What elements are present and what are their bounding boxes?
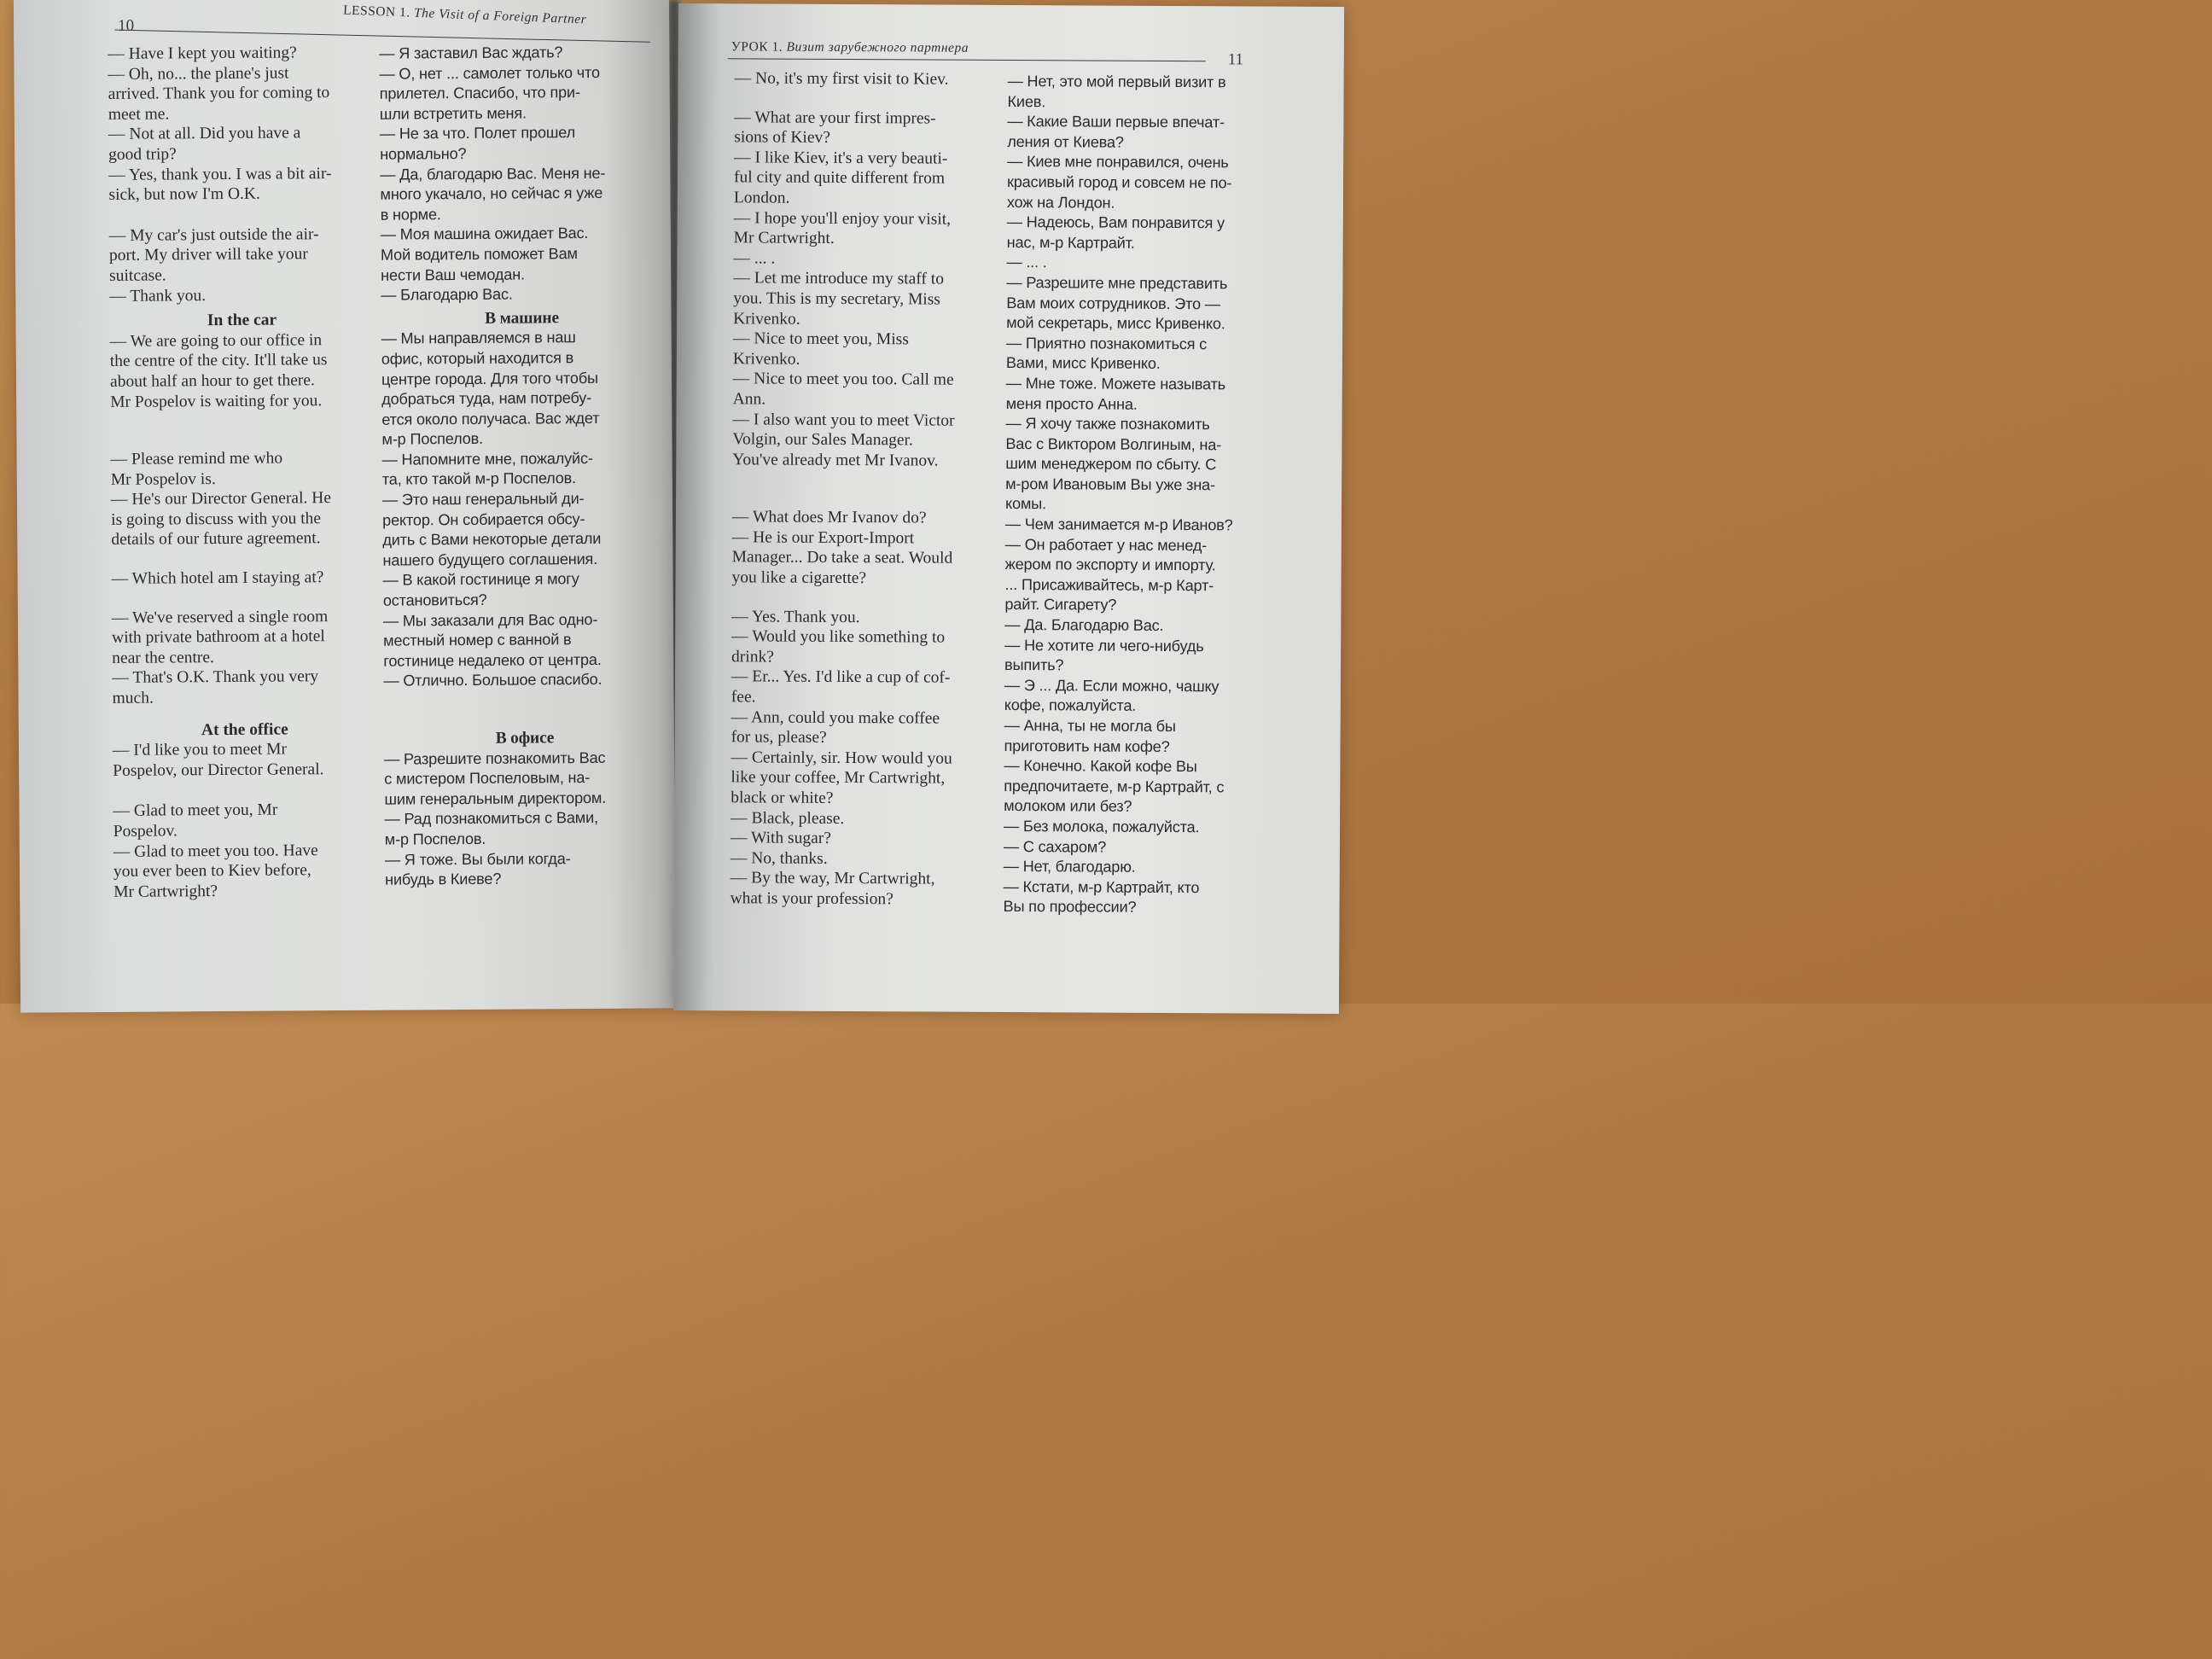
text-line: — О, нет ... самолет только что [379, 63, 600, 83]
page-number: 10 [118, 16, 135, 35]
dialogue-block [111, 448, 376, 550]
text-line: Вами, мисс Кривенко. [1005, 354, 1161, 373]
text-line: в норме. [380, 205, 441, 224]
text-line: arrived. Thank you for coming to [108, 84, 330, 104]
text-line: Mr Pospelov is waiting for you. [110, 391, 323, 411]
text-line: — Which hotel am I staying at? [111, 568, 324, 588]
text-line: fee. [731, 688, 756, 707]
text-line: Mr Pospelov is. [110, 469, 216, 489]
text-line: дить с Вами некоторые детали [382, 530, 602, 549]
text-line: офис, который находится в [381, 349, 574, 368]
text-line: нашего будущего соглашения. [382, 550, 598, 569]
text-line: ления от Киева? [1007, 132, 1124, 151]
text-line: Pospelov. [113, 822, 178, 841]
text-line: нормально? [380, 144, 467, 163]
text-line: гостинице недалеко от центра. [383, 650, 602, 670]
text-line: Вас с Виктором Волгиным, на- [1005, 434, 1222, 453]
text-line: — With sugar? [730, 829, 832, 848]
text-line: — Киев мне понравился, очень [1007, 153, 1229, 172]
running-head [731, 39, 969, 55]
english-column [108, 43, 378, 903]
text-line: — Мы заказали для Вас одно- [382, 610, 598, 630]
text-line: — What are your first impres- [734, 108, 936, 128]
text-line: Manager... Do take a seat. Would [731, 548, 953, 568]
text-line: шли встретить меня. [379, 104, 527, 123]
text-line: — Glad to meet you, Mr [113, 800, 278, 821]
text-line: you ever been to Kiev before, [113, 861, 311, 882]
dialogue-block [112, 568, 376, 590]
text-line: meet me. [108, 105, 170, 124]
text-line: Mr Cartwright? [114, 882, 218, 901]
text-line: — We've reserved a single room [111, 607, 329, 627]
text-line: ется около получаса. Вас ждет [381, 409, 600, 428]
text-line: м-р Поспелов. [384, 830, 486, 848]
section-heading [109, 310, 374, 332]
text-line: та, кто такой м-р Поспелов. [381, 469, 577, 489]
text-line: м-ром Ивановым Вы уже зна- [1005, 474, 1215, 494]
text-line: — Он работает у нас менед- [1004, 535, 1208, 554]
running-head-lead: УРОК 1. [731, 39, 783, 55]
text-line: райт. Сигарету? [1004, 596, 1117, 614]
text-line: details of our future agreement. [111, 529, 321, 550]
text-line: м-р Поспелов. [381, 430, 483, 448]
text-line: — Oh, no... the plane's just [108, 64, 289, 84]
text-line: — Да, благодарю Вас. Меня не- [380, 164, 606, 183]
text-line: good trip? [108, 145, 177, 164]
text-line: Krivenko. [733, 309, 800, 329]
text-line: — Да. Благодарю Вас. [1004, 616, 1164, 634]
header-rule [114, 30, 650, 44]
text-line: port. My driver will take your [108, 245, 308, 265]
text-line: — Ann, could you make coffee [731, 707, 940, 728]
text-line: — No, it's my first visit to Kiev. [734, 69, 949, 89]
text-line: шим менеджером по сбыту. С [1005, 455, 1217, 474]
text-line: sick, but now I'm O.K. [108, 184, 260, 205]
text-line: — Не хотите ли чего-нибудь [1004, 636, 1204, 655]
text-line: кофе, пожалуйста. [1004, 696, 1137, 715]
text-line: — ... . [733, 249, 776, 268]
russian-column [379, 42, 667, 890]
text-line: нибудь в Киеве? [385, 870, 502, 888]
text-line: меня просто Анна. [1005, 394, 1138, 413]
text-line: — Nice to meet you, Miss [732, 329, 909, 349]
text-line: шим генеральным директором. [384, 789, 607, 808]
text-line: for us, please? [731, 728, 827, 748]
left-page [14, 0, 676, 1013]
dialogue-block [381, 328, 666, 692]
running-head-lead: LESSON 1. [342, 3, 410, 20]
text-line: Мой водитель поможет Вам [380, 245, 578, 264]
text-line: — Это наш генеральный ди- [381, 490, 585, 509]
text-line: молоком или без? [1004, 797, 1132, 816]
text-line: — Не за что. Полет прошел [379, 124, 576, 143]
text-line: Вы по профессии? [1003, 898, 1137, 917]
text-line: мой секретарь, мисс Кривенко. [1006, 314, 1225, 333]
text-line: — I hope you'll enjoy your visit, [733, 208, 952, 229]
text-line: — Нет, это мой первый визит в [1007, 72, 1226, 91]
text-line: — Мне тоже. Можете называть [1005, 374, 1226, 393]
text-line: Киев. [1007, 92, 1046, 110]
dialogue-block [113, 800, 378, 902]
text-line: комы. [1004, 495, 1046, 513]
page-number: 11 [1227, 50, 1244, 69]
text-line: — We are going to our office in [109, 330, 323, 351]
text-line: Вам моих сотрудников. Это — [1006, 294, 1220, 312]
text-line: — Без молока, пожалуйста. [1004, 817, 1200, 836]
text-line: — С сахаром? [1003, 837, 1107, 856]
dialogue-block [731, 607, 997, 911]
text-line: — Я тоже. Вы были когда- [384, 849, 571, 869]
dialogue-block [109, 224, 375, 307]
text-line: добраться туда, нам потребу- [381, 389, 592, 408]
dialogue-block [110, 329, 375, 412]
text-line: — I like Kiev, it's a very beauti- [734, 148, 948, 168]
text-line: — He is our Export-Import [731, 528, 915, 548]
text-line: выпить? [1004, 656, 1064, 674]
text-line: нас, м-р Картрайт. [1006, 233, 1135, 252]
text-line: приготовить нам кофе? [1004, 736, 1170, 755]
text-line: хож на Лондон. [1006, 193, 1115, 212]
text-line: — Отлично. Большое спасибо. [383, 671, 602, 690]
text-line: жером по экспорту и импорту. [1004, 556, 1216, 574]
text-line: местный номер с ванной в [383, 631, 572, 649]
dialogue-block [108, 43, 373, 206]
running-head-title: Визит зарубежного партнера [786, 39, 969, 55]
text-line: — Я хочу также познакомить [1005, 415, 1210, 434]
text-line: — Have I kept you waiting? [108, 44, 297, 63]
dialogue-block [732, 108, 998, 471]
text-line: like your coffee, Mr Cartwright, [731, 768, 946, 789]
text-line: — Конечно. Какой кофе Вы [1004, 757, 1197, 776]
text-line: с мистером Поспеловым, на- [384, 769, 591, 788]
text-line: you. This is my secretary, Miss [733, 289, 940, 309]
russian-column [1003, 72, 1306, 919]
text-line: — ... . [1006, 253, 1047, 271]
text-line: black or white? [731, 789, 834, 807]
running-head-title: The Visit of a Foreign Partner [413, 5, 587, 27]
heading-text: In the car [207, 311, 277, 330]
text-line: — No, thanks. [730, 849, 828, 868]
text-line: — Er... Yes. I'd like a cup of cof- [731, 667, 951, 688]
text-line: — My car's just outside the air- [108, 224, 319, 245]
text-line: — He's our Director General. He [110, 489, 332, 509]
header-rule [728, 58, 1206, 61]
dialogue-block [384, 748, 667, 890]
text-line: — Приятно познакомиться с [1005, 334, 1208, 352]
section-heading [384, 727, 666, 749]
text-line: about half an hour to get there. [109, 371, 315, 391]
text-line: — Let me introduce my staff to [733, 269, 945, 288]
text-line: ful city and quite different from [733, 168, 946, 188]
text-line: нести Ваш чемодан. [381, 265, 525, 284]
text-line: — Надеюсь, Вам понравится у [1006, 213, 1225, 232]
text-line: — Not at all. Did you have a [108, 124, 301, 144]
text-line: — Напомните мне, пожалуйс- [381, 449, 593, 469]
text-line: — What does Mr Ivanov do? [731, 508, 927, 527]
text-line: остановиться? [382, 591, 487, 609]
text-line: suitcase. [109, 266, 166, 285]
text-line: is going to discuss with you the [111, 509, 322, 529]
text-line: — Я заставил Вас ждать? [379, 44, 563, 62]
heading-text: At the office [201, 720, 288, 739]
running-head [343, 3, 587, 28]
text-line: — Нет, благодарю. [1003, 858, 1136, 876]
text-line: — Э ... Да. Если можно, чашку [1004, 676, 1220, 696]
text-line: sions of Kiev? [734, 128, 830, 148]
text-line: near the centre. [112, 648, 214, 667]
english-column [731, 68, 999, 910]
text-line: ... Присаживайтесь, м-р Карт- [1004, 575, 1214, 595]
text-line: красивый город и совсем не по- [1006, 172, 1232, 192]
text-line: — Благодарю Вас. [381, 285, 513, 304]
text-line: предпочитаете, м-р Картрайт, с [1004, 777, 1225, 796]
text-line: Ann. [732, 390, 766, 409]
text-line: — Разрешите познакомить Вас [384, 748, 606, 768]
heading-text: В машине [485, 308, 559, 328]
right-page [673, 3, 1344, 1014]
text-line: much. [112, 689, 154, 707]
text-line: — Yes, thank you. I was a bit air- [108, 164, 332, 184]
text-line: — I also want you to meet Victor [732, 410, 955, 430]
dialogue-block [379, 42, 662, 306]
text-line: — Please remind me who [110, 449, 283, 469]
text-line: — Рад познакомиться с Вами, [384, 809, 598, 829]
heading-text: В офисе [495, 729, 555, 748]
text-line: London. [733, 189, 790, 207]
dialogue-block [112, 606, 377, 708]
text-line: — Nice to meet you too. Call me [732, 370, 954, 389]
text-line: what is your profession? [730, 889, 894, 909]
text-line: прилетел. Спасибо, что при- [379, 84, 580, 102]
dialogue-block [113, 739, 377, 781]
section-heading [381, 307, 662, 329]
section-heading [113, 719, 377, 741]
text-line: Krivenko. [732, 350, 800, 369]
text-line: Mr Cartwright. [733, 229, 835, 248]
text-line: — Thank you. [109, 286, 207, 306]
text-line: — Certainly, sir. How would you [731, 748, 952, 768]
text-line: — Мы направляемся в наш [381, 329, 576, 348]
dialogue-block [735, 68, 999, 90]
text-line: — Разрешите мне представить [1006, 273, 1228, 293]
text-line: the centre of the city. It'll take us [109, 351, 328, 371]
text-line: Volgin, our Sales Manager. [732, 430, 913, 450]
text-line: — Yes. Thank you. [731, 607, 860, 626]
text-line: Pospelov, our Director General. [113, 760, 324, 780]
text-line: — Black, please. [731, 808, 845, 828]
text-line: with private bathroom at a hotel [112, 627, 325, 648]
text-line: — Glad to meet you too. Have [113, 841, 318, 861]
text-line: — Анна, ты не могла бы [1004, 716, 1176, 736]
dialogue-block [1003, 72, 1306, 919]
text-line: — Какие Ваши первые впечат- [1007, 113, 1225, 131]
text-line: много укачало, но сейчас я уже [380, 184, 603, 203]
text-line: You've already met Mr Ivanov. [732, 450, 939, 470]
text-line: ректор. Он собирается обсу- [382, 509, 585, 529]
dialogue-block [732, 508, 997, 590]
text-line: drink? [731, 648, 774, 667]
text-line: — Would you like something to [731, 627, 946, 647]
text-line: центре города. Для того чтобы [381, 369, 598, 388]
text-line: — Кстати, м-р Картрайт, кто [1003, 877, 1200, 896]
text-line: — Чем занимается м-р Иванов? [1004, 515, 1233, 534]
text-line: — I'd like you to meet Mr [112, 740, 287, 760]
text-line: — Моя машина ожидает Вас. [380, 224, 589, 244]
text-line: you like a cigarette? [731, 568, 867, 588]
text-line: — By the way, Mr Cartwright, [730, 869, 935, 888]
text-line: — That's O.K. Thank you very [112, 667, 319, 688]
text-line: — В какой гостинице я могу [382, 570, 579, 590]
